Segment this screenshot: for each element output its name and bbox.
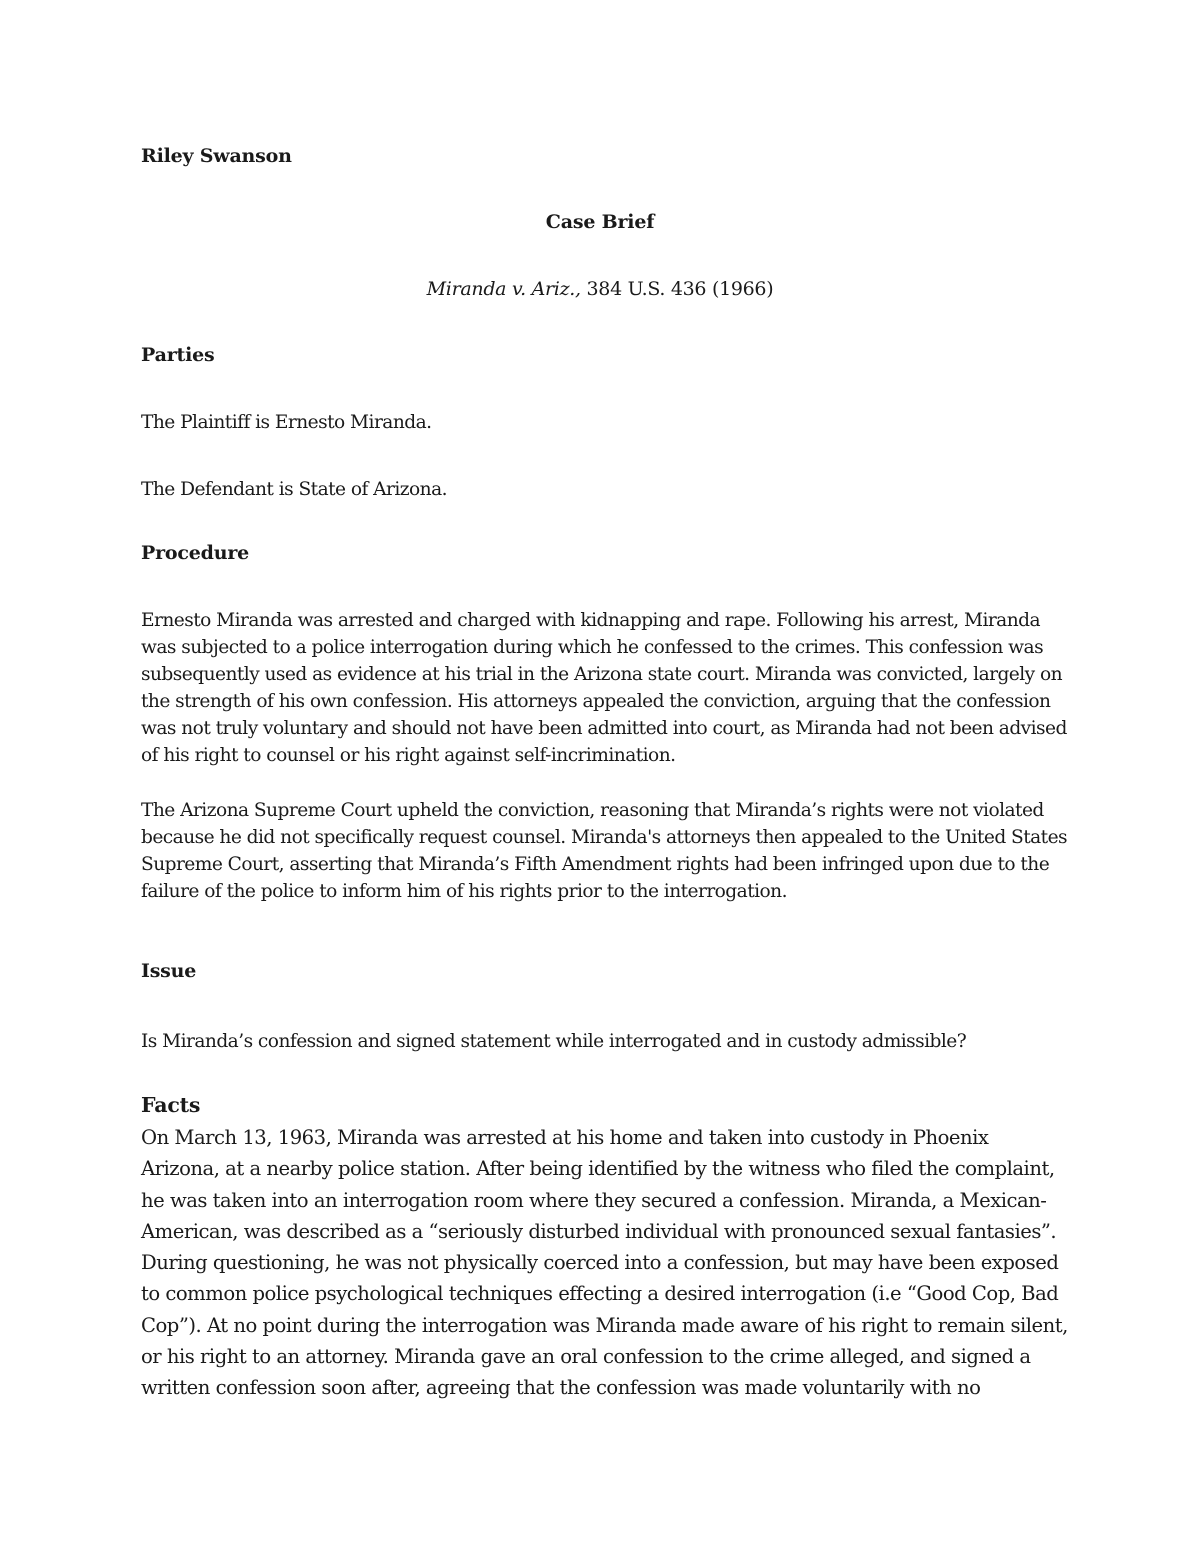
plaintiff-statement: The Plaintiff is Ernesto Miranda.	[141, 412, 432, 433]
document-title: Case Brief	[545, 211, 655, 233]
facts-heading: Facts	[141, 1093, 201, 1117]
parties-heading: Parties	[141, 344, 215, 366]
issue-text: Is Miranda’s confession and signed statement while interrogated and in custody admissible?	[141, 1031, 967, 1052]
facts-text: On March 13, 1963, Miranda was arrested at his home and taken into custody in Phoenix Arizona, at a nearby police station. After being identified by the witness who filed the complaint, he was taken into an interrogation room where they secured a confession. Miranda, a Mexican-American, was described as a “seriously disturbed individual with pronounced sexual fantasies”. During questioning, he was not physically coerced into a confession, but may have been exposed to common police psychological techniques effecting a desired interrogation (i.e “Good Cop, Bad Cop”). At no point during the interrogation was Miranda made aware of his right to remain silent, or his right to an attorney. Miranda gave an oral confession to the crime alleged, and signed a written confession soon after, agreeing that the confession was made voluntarily with no	[141, 1126, 1068, 1400]
procedure-heading: Procedure	[141, 542, 250, 564]
case-citation	[0, 278, 1200, 300]
author-name: Riley Swanson	[141, 145, 292, 167]
procedure-paragraph-1: Ernesto Miranda was arrested and charged with kidnapping and rape. Following his arrest, Miranda was subjected to a police interrogation during which he confessed to the crimes. This confession was subsequently used as evidence at his trial in the Arizona state court. Miranda was convicted, largely on the strength of his own confession. His attorneys appealed the conviction, arguing that the confession was not truly voluntary and should not have been admitted into court, as Miranda had not been advised of his right to counsel or his right against self-incrimination.	[141, 610, 1067, 766]
defendant-statement: The Defendant is State of Arizona.	[141, 479, 448, 500]
issue-heading: Issue	[141, 960, 197, 982]
procedure-paragraph-2: The Arizona Supreme Court upheld the conviction, reasoning that Miranda’s rights were not violated because he did not specifically request counsel. Miranda's attorneys then appealed to the United States Supreme Court, asserting that Miranda’s Fifth Amendment rights had been infringed upon due to the failure of the police to inform him of his rights prior to the interrogation.	[141, 800, 1068, 902]
case-name: Miranda v. Ariz.,	[426, 278, 581, 300]
case-reference: 384 U.S. 436 (1966)	[580, 278, 774, 300]
